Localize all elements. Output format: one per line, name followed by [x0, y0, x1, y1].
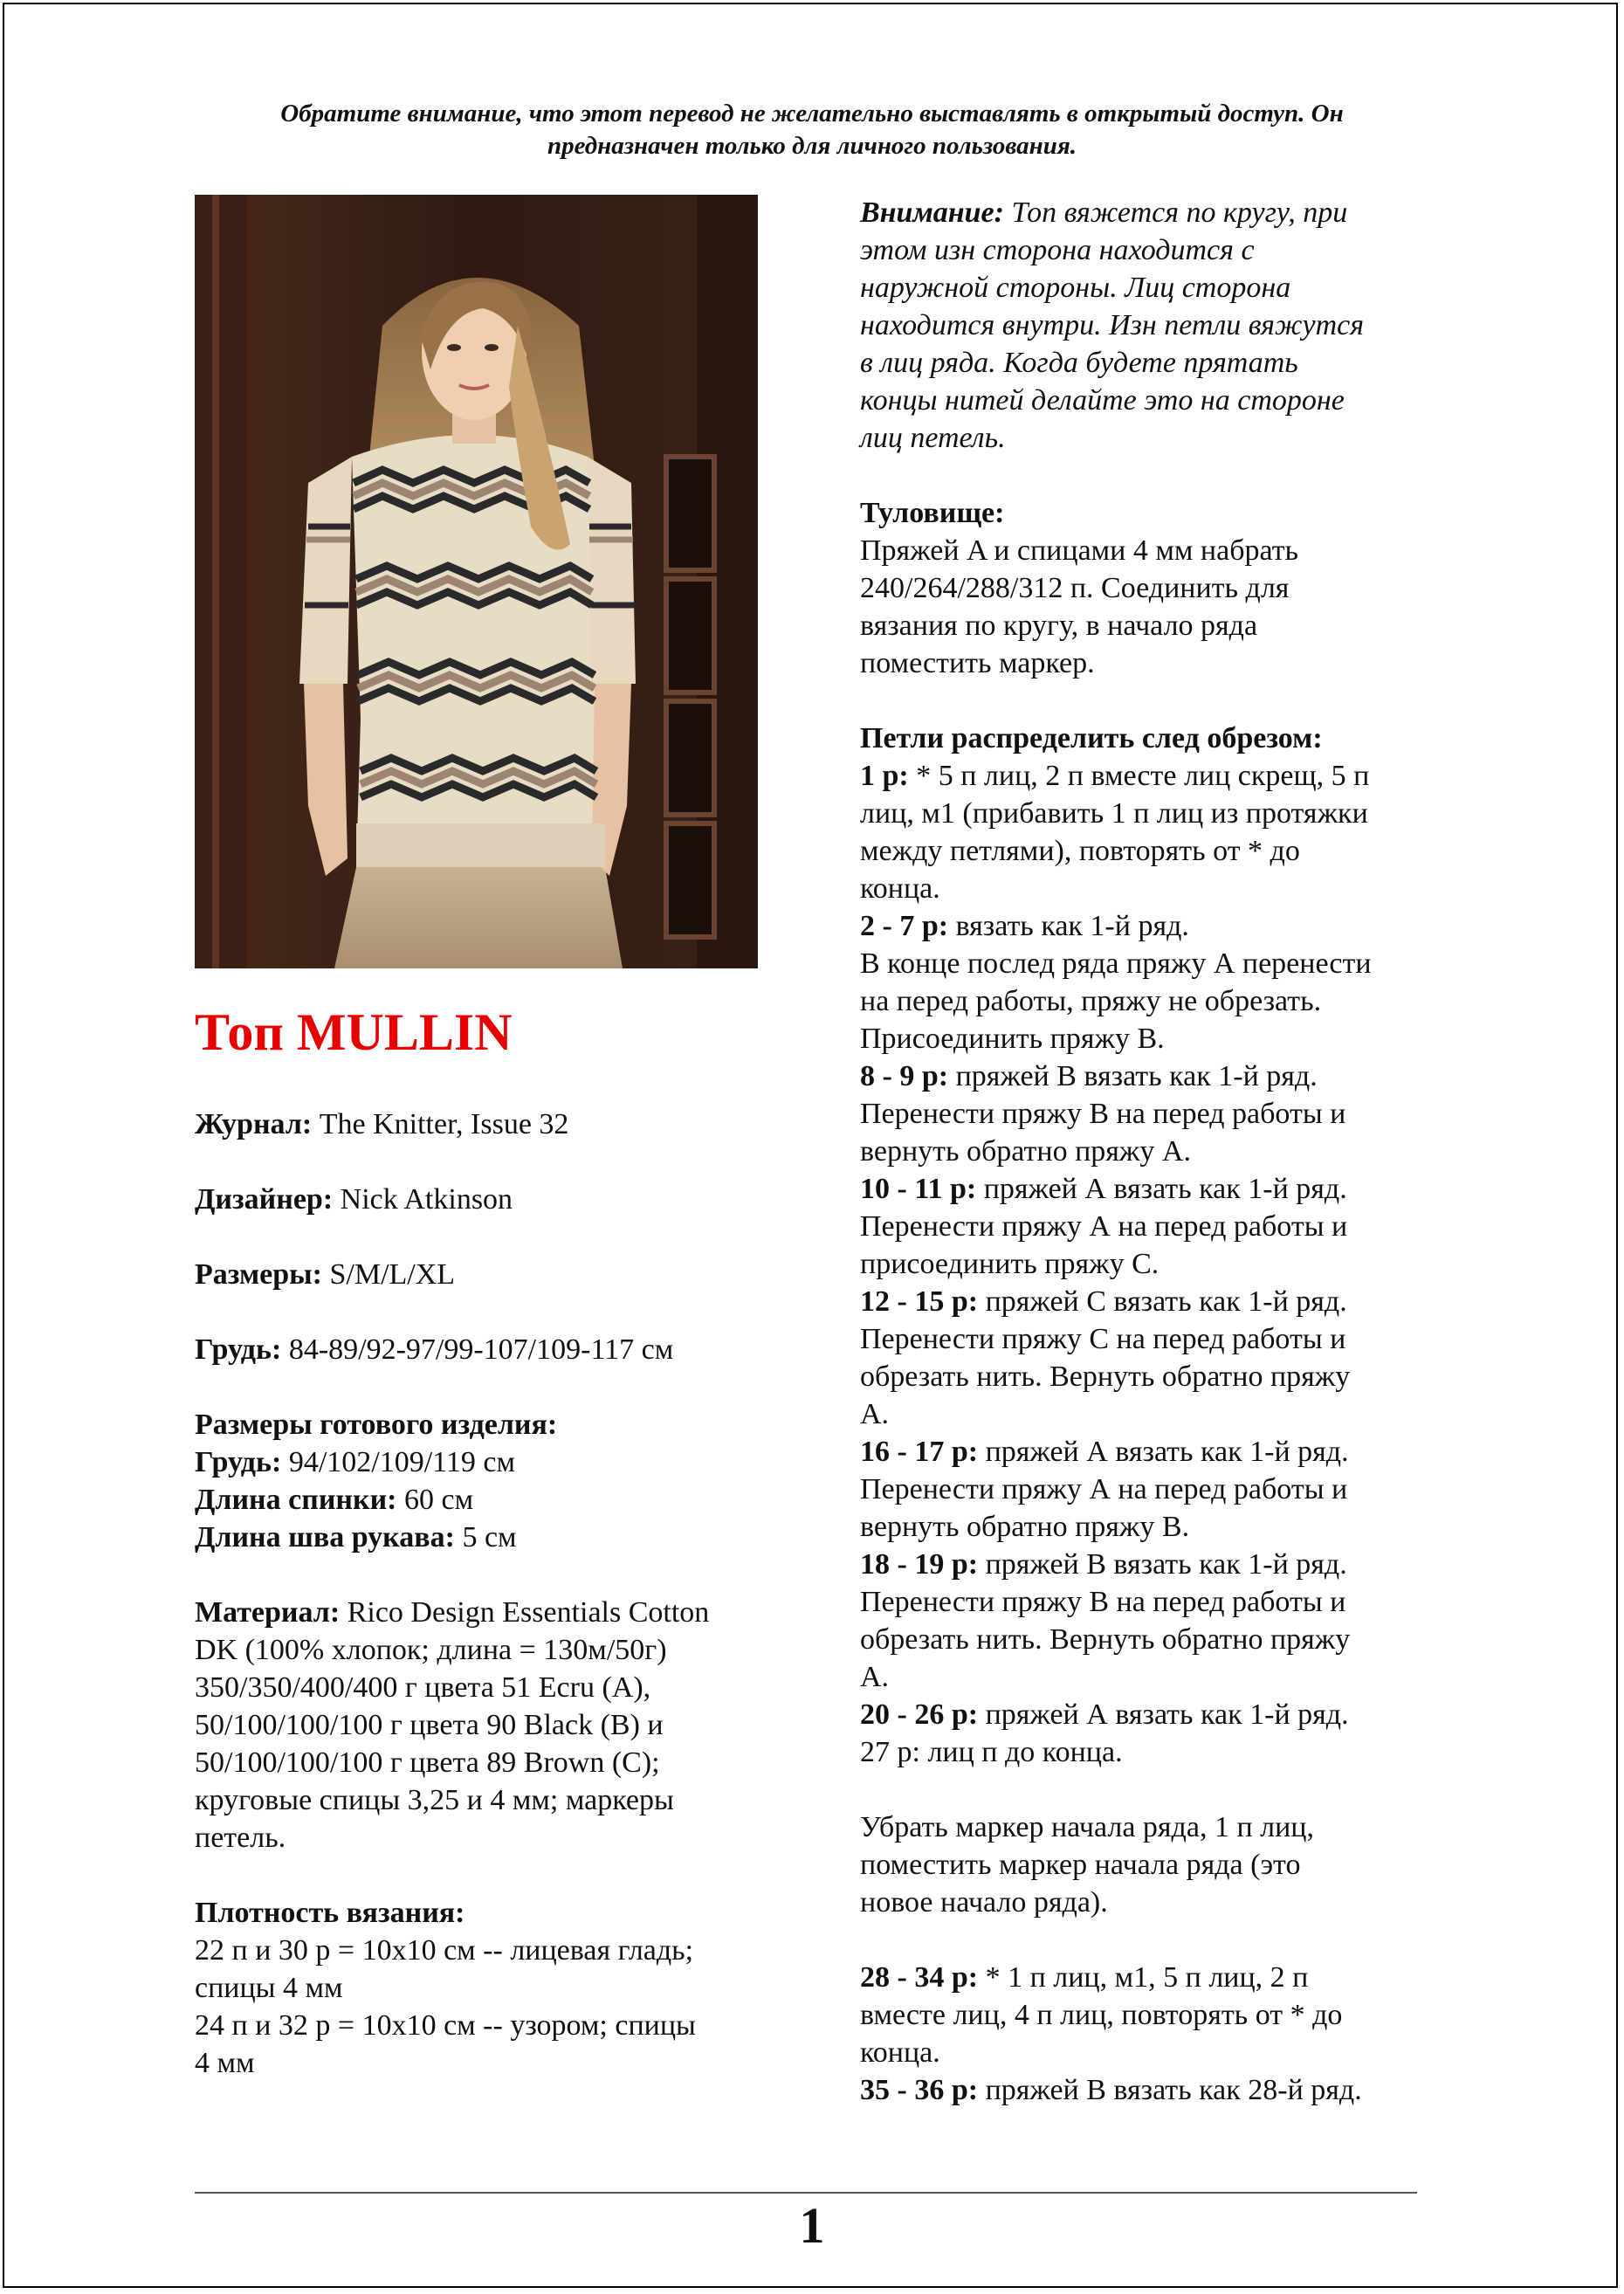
model-photo-illustration: [195, 195, 758, 968]
finished-heading: Размеры готового изделия:: [195, 1409, 558, 1441]
gauge-line: 22 п и 30 р = 10х10 см -- лицевая гладь;: [195, 1934, 694, 1967]
material-line: [195, 1594, 806, 1631]
sizes-value: S/M/L/XL: [321, 1258, 456, 1291]
designer-line: [195, 1181, 806, 1218]
finished-bust-value: 94/102/109/119 см: [281, 1446, 515, 1478]
row-12-line: 12 - 15 р: пряжей С вязать как 1-й ряд.: [860, 1285, 1347, 1318]
row-label: 8 - 9 р:: [860, 1060, 949, 1092]
attention-line: лиц петель.: [860, 422, 1006, 454]
notice-line-1: Обратите внимание, что этот перевод не желательно выставлять в открытый доступ. Он: [280, 100, 1344, 127]
material-line: 350/350/400/400 г цвета 51 Ecru (A),: [195, 1671, 651, 1704]
gauge-line: 24 п и 32 р = 10х10 см -- узором; спицы: [195, 2009, 696, 2042]
notice-line-2: предназначен только для личного пользования.: [547, 132, 1077, 160]
sleeve-length-line: [195, 1519, 806, 1556]
row-label: 20 - 26 р:: [860, 1698, 979, 1731]
row-20-line: 20 - 26 р: пряжей А вязать как 1-й ряд.: [860, 1698, 1349, 1731]
row-2-line: Присоединить пряжу В.: [860, 1023, 1165, 1055]
sleeve-length-label: Длина шва рукава:: [195, 1521, 455, 1553]
row-16-line: 16 - 17 р: пряжей А вязать как 1-й ряд.: [860, 1436, 1349, 1468]
marker-line: поместить маркер начала ряда (это: [860, 1849, 1301, 1881]
material-line: DK (100% хлопок; длина = 130м/50г): [195, 1634, 667, 1666]
attention-line: этом изн сторона находится с: [860, 234, 1255, 266]
row-28-line: вместе лиц, 4 п лиц, повторять от * до: [860, 1999, 1343, 2031]
row-16-line: Перенести пряжу А на перед работы и: [860, 1473, 1348, 1505]
row-label: 10 - 11 р:: [860, 1173, 977, 1205]
gauge-line: спицы 4 мм: [195, 1972, 343, 2004]
distribution-heading: Петли распределить след обрезом:: [860, 722, 1323, 754]
row-12-line: обрезать нить. Вернуть обратно пряжу: [860, 1361, 1351, 1393]
sleeve-length-value: 5 см: [454, 1521, 517, 1553]
back-length-label: Длина спинки:: [195, 1484, 397, 1516]
body-line: вязания по кругу, в начало ряда: [860, 610, 1258, 642]
bust-label: Грудь:: [195, 1333, 282, 1366]
row-35-line: 35 - 36 р: пряжей В вязать как 28-й ряд.: [860, 2074, 1362, 2106]
material-line: круговые спицы 3,25 и 4 мм; маркеры: [195, 1784, 674, 1816]
body-line: 240/264/288/312 п. Соединить для: [860, 572, 1290, 604]
body-line: поместить маркер.: [860, 647, 1095, 679]
row-1-line: лиц, м1 (прибавить 1 п лиц из протяжки: [860, 797, 1368, 830]
row-10-line: 10 - 11 р: пряжей А вязать как 1-й ряд.: [860, 1173, 1347, 1205]
row-27-line: 27 р: лиц п до конца.: [860, 1736, 1123, 1768]
row-2-line: 2 - 7 р: вязать как 1-й ряд.: [860, 910, 1189, 942]
body-heading: Туловище:: [860, 497, 1005, 529]
row-28-line: конца.: [860, 2036, 940, 2069]
gauge-heading: Плотность вязания:: [195, 1897, 465, 1929]
row-label: 18 - 19 р:: [860, 1548, 979, 1581]
row-label: 16 - 17 р:: [860, 1436, 979, 1468]
row-16-line: вернуть обратно пряжу В.: [860, 1511, 1190, 1543]
model-photo: [195, 195, 758, 968]
row-18-line: обрезать нить. Вернуть обратно пряжу: [860, 1623, 1351, 1656]
finished-bust-label: Грудь:: [195, 1446, 282, 1478]
attention-line: концы нитей делайте это на стороне: [860, 384, 1345, 417]
pattern-info: [195, 1106, 806, 2082]
row-1-line: 1 р: * 5 п лиц, 2 п вместе лиц скрещ, 5 п: [860, 760, 1370, 792]
finished-bust-line: [195, 1443, 806, 1481]
row-label: 28 - 34 р:: [860, 1961, 979, 1994]
row-12-line: Перенести пряжу С на перед работы и: [860, 1323, 1346, 1355]
attention-line: наружной стороны. Лиц сторона: [860, 272, 1291, 304]
gauge-line: 4 мм: [195, 2047, 255, 2079]
page-number: 1: [799, 2197, 825, 2254]
magazine-line: [195, 1106, 806, 1143]
magazine-label: Журнал:: [195, 1108, 313, 1140]
attention-label: Внимание:: [860, 196, 1004, 229]
row-label: 12 - 15 р:: [860, 1285, 979, 1318]
back-length-value: 60 см: [396, 1484, 474, 1516]
marker-line: Убрать маркер начала ряда, 1 п лиц,: [860, 1811, 1314, 1843]
row-2-line: В конце послед ряда пряжу А перенести: [860, 947, 1372, 980]
body-line: Пряжей A и спицами 4 мм набрать: [860, 534, 1299, 567]
footer-divider: [195, 2192, 1417, 2194]
row-18-line: 18 - 19 р: пряжей В вязать как 1-й ряд.: [860, 1548, 1347, 1581]
row-10-line: присоединить пряжу С.: [860, 1248, 1160, 1280]
row-28-line: 28 - 34 р: * 1 п лиц, м1, 5 п лиц, 2 п: [860, 1961, 1309, 1994]
row-1-line: между петлями), повторять от * до: [860, 835, 1300, 867]
row-12-line: А.: [860, 1398, 890, 1430]
material-value: Rico Design Essentials Cotton: [340, 1596, 710, 1629]
sizes-label: Размеры:: [195, 1258, 322, 1291]
magazine-value: The Knitter, Issue 32: [312, 1108, 569, 1140]
row-label: 35 - 36 р:: [860, 2074, 979, 2106]
row-8-line: 8 - 9 р: пряжей В вязать как 1-й ряд.: [860, 1060, 1318, 1092]
attention-line: находится внутри. Изн петли вяжутся: [860, 309, 1365, 341]
row-10-line: Перенести пряжу А на перед работы и: [860, 1210, 1348, 1243]
attention-line: в лиц ряда. Когда будете прятать: [860, 347, 1298, 379]
row-1-line: конца.: [860, 872, 940, 905]
designer-value: Nick Atkinson: [333, 1183, 513, 1216]
row-18-line: Перенести пряжу В на перед работы и: [860, 1586, 1346, 1618]
instructions: [860, 194, 1436, 2109]
row-label: 1 р:: [860, 760, 909, 792]
marker-line: новое начало ряда).: [860, 1886, 1108, 1919]
material-label: Материал:: [195, 1596, 341, 1629]
material-line: петель.: [195, 1822, 286, 1854]
back-length-line: [195, 1481, 806, 1519]
row-8-line: Перенести пряжу В на перед работы и: [860, 1098, 1346, 1130]
bust-line: [195, 1331, 806, 1368]
privacy-notice: [148, 98, 1476, 162]
row-label: 2 - 7 р:: [860, 910, 949, 942]
bust-value: 84-89/92-97/99-107/109-117 см: [281, 1333, 674, 1366]
material-line: 50/100/100/100 г цвета 90 Black (B) и: [195, 1709, 664, 1741]
attention-line: Внимание: Топ вяжется по кругу, при: [860, 196, 1348, 229]
designer-label: Дизайнер:: [195, 1183, 334, 1216]
pattern-title: Топ MULLIN: [195, 1003, 513, 1061]
row-2-line: на перед работы, пряжу не обрезать.: [860, 985, 1322, 1017]
row-8-line: вернуть обратно пряжу А.: [860, 1135, 1191, 1168]
row-18-line: А.: [860, 1661, 890, 1693]
material-line: 50/100/100/100 г цвета 89 Brown (C);: [195, 1746, 660, 1779]
sizes-line: [195, 1256, 806, 1293]
